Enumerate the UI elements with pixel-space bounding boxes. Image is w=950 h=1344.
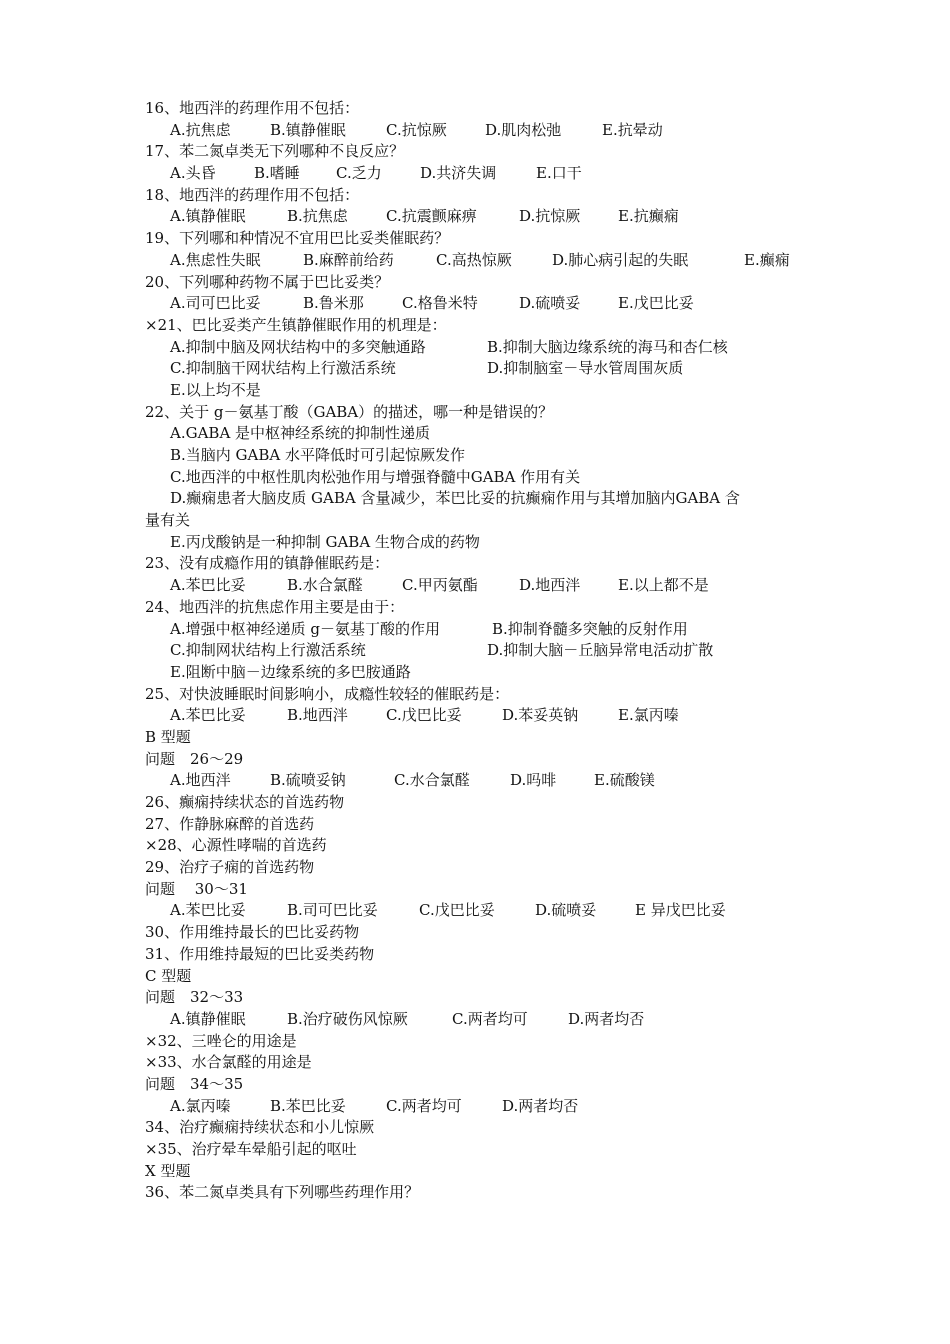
option-text: B.抑制大脑边缘系统的海马和杏仁核 bbox=[487, 337, 728, 356]
option-text: E.以上都不是 bbox=[618, 576, 709, 595]
option-text: C.两者均可 bbox=[386, 1096, 462, 1115]
option-text: E.硫酸镁 bbox=[594, 771, 655, 790]
exam-document bbox=[0, 98, 950, 1204]
option-text: E 异戊巴比妥 bbox=[635, 901, 726, 920]
options-row bbox=[0, 619, 950, 641]
option-text: D.肺心病引起的失眠 bbox=[552, 250, 689, 269]
options-row bbox=[0, 1096, 950, 1118]
option-text: C.乏力 bbox=[336, 164, 382, 183]
option-text: E.抗癫痫 bbox=[618, 207, 679, 226]
option-text: A.增强中枢神经递质 g－氨基丁酸的作用 bbox=[170, 619, 440, 638]
option-text: A.苯巴比妥 bbox=[170, 706, 246, 725]
options-row bbox=[0, 1009, 950, 1031]
option-text: A.抗焦虑 bbox=[170, 120, 231, 139]
question-line: 36、苯二氮卓类具有下列哪些药理作用？ bbox=[145, 1183, 420, 1202]
option-text: C.戊巴比妥 bbox=[419, 901, 495, 920]
option-text: B.鲁米那 bbox=[303, 294, 364, 313]
question-line: 23、没有成瘾作用的镇静催眠药是： bbox=[145, 554, 390, 573]
question-line: 22、关于 g－氨基丁酸（GABA）的描述，哪一种是错误的？ bbox=[145, 402, 554, 421]
question-line: C 型题 bbox=[145, 966, 192, 985]
options-row bbox=[0, 250, 950, 272]
question-line: 29、治疗子痫的首选药物 bbox=[145, 858, 315, 877]
question-line: 问题 34～35 bbox=[145, 1074, 244, 1093]
option-text: B.治疗破伤风惊厥 bbox=[287, 1009, 408, 1028]
option-text: B.地西泮 bbox=[287, 706, 348, 725]
option-text: B.水合氯醛 bbox=[287, 576, 363, 595]
question-line: ×35、治疗晕车晕船引起的呕吐 bbox=[145, 1140, 357, 1158]
option-text: C.抗震颤麻痹 bbox=[386, 207, 477, 226]
options-row bbox=[0, 206, 950, 228]
text-line: B.当脑内 GABA 水平降低时可引起惊厥发作 bbox=[170, 446, 465, 464]
options-row bbox=[0, 358, 950, 380]
question-line: 34、治疗癫痫持续状态和小儿惊厥 bbox=[145, 1118, 375, 1137]
option-text: B.嗜睡 bbox=[254, 164, 300, 183]
question-line: 问题 30～31 bbox=[145, 879, 248, 898]
options-row bbox=[0, 337, 950, 359]
question-line: 问题 26～29 bbox=[145, 749, 244, 768]
option-text: D.共济失调 bbox=[420, 164, 497, 183]
option-text: D.苯妥英钠 bbox=[502, 706, 579, 725]
option-text: C.抑制脑干网状结构上行激活系统 bbox=[170, 359, 396, 378]
option-text: D.硫喷妥 bbox=[535, 901, 597, 920]
option-text: D.抑制大脑－丘脑异常电活动扩散 bbox=[487, 641, 714, 660]
option-text: B.镇静催眠 bbox=[270, 120, 346, 139]
option-text: C.甲丙氨酯 bbox=[402, 576, 478, 595]
option-text: E.氯丙嗪 bbox=[618, 706, 679, 725]
option-text: D.两者均否 bbox=[568, 1009, 645, 1028]
option-text: D.硫喷妥 bbox=[519, 294, 581, 313]
options-row bbox=[0, 705, 950, 727]
option-text: C.高热惊厥 bbox=[436, 250, 512, 269]
options-row bbox=[0, 900, 950, 922]
option-text: C.抗惊厥 bbox=[386, 120, 447, 139]
question-line: 19、下列哪和种情况不宜用巴比妥类催眠药？ bbox=[145, 229, 450, 248]
option-text: A.焦虑性失眠 bbox=[170, 250, 261, 269]
options-row bbox=[0, 120, 950, 142]
option-text: A.头昏 bbox=[170, 164, 216, 183]
question-line: 26、癫痫持续状态的首选药物 bbox=[145, 793, 345, 811]
question-line: 16、地西泮的药理作用不包括： bbox=[145, 99, 360, 117]
option-text: D.地西泮 bbox=[519, 576, 581, 595]
option-text: A.地西泮 bbox=[170, 771, 231, 790]
options-row bbox=[0, 293, 950, 315]
options-row bbox=[0, 770, 950, 792]
option-text: D.两者均否 bbox=[502, 1096, 579, 1115]
option-text: B.麻醉前给药 bbox=[303, 250, 394, 269]
question-line: 18、地西泮的药理作用不包括： bbox=[145, 185, 360, 204]
option-text: D.肌肉松弛 bbox=[485, 120, 562, 139]
question-line: 31、作用维持最短的巴比妥类药物 bbox=[145, 944, 375, 963]
option-text: E.抗晕动 bbox=[602, 120, 663, 139]
option-text: C.戊巴比妥 bbox=[386, 706, 462, 725]
option-text: B.硫喷妥钠 bbox=[270, 771, 346, 790]
option-text: A.司可巴比妥 bbox=[170, 294, 261, 313]
option-text: B.苯巴比妥 bbox=[270, 1096, 346, 1115]
option-text: B.抑制脊髓多突触的反射作用 bbox=[492, 619, 688, 638]
option-text: D.吗啡 bbox=[510, 771, 557, 790]
question-line: 25、对快波睡眠时间影响小，成瘾性较轻的催眠药是： bbox=[145, 684, 510, 703]
option-text: B.抗焦虑 bbox=[287, 207, 348, 226]
question-line: 问题 32～33 bbox=[145, 988, 244, 1007]
options-row bbox=[0, 575, 950, 597]
question-line: X 型题 bbox=[145, 1161, 191, 1180]
option-text: A.镇静催眠 bbox=[170, 1009, 246, 1028]
option-text: C.格鲁米特 bbox=[402, 294, 478, 313]
text-line: D.癫痫患者大脑皮质 GABA 含量减少，苯巴比妥的抗癫痫作用与其增加脑内GABA 含 bbox=[170, 489, 740, 508]
option-text: D.抑制脑室－导水管周围灰质 bbox=[487, 359, 684, 378]
question-line: 24、地西泮的抗焦虑作用主要是由于： bbox=[145, 597, 405, 616]
question-line: ×28、心源性哮喘的首选药 bbox=[145, 836, 327, 855]
option-text: E.戊巴比妥 bbox=[618, 294, 694, 313]
options-row bbox=[0, 640, 950, 662]
option-text: C.水合氯醛 bbox=[394, 771, 470, 790]
question-line: ×33、水合氯醛的用途是 bbox=[145, 1053, 312, 1072]
question-line: ×32、三唑仑的用途是 bbox=[145, 1031, 297, 1050]
question-line: ×21、巴比妥类产生镇静催眠作用的机理是： bbox=[145, 315, 447, 334]
option-text: C.抑制网状结构上行激活系统 bbox=[170, 641, 366, 660]
text-line: A.GABA 是中枢神经系统的抑制性递质 bbox=[170, 424, 431, 443]
option-text: A.抑制中脑及网状结构中的多突触通路 bbox=[170, 337, 426, 356]
option-text: C.两者均可 bbox=[452, 1009, 528, 1028]
question-line: 30、作用维持最长的巴比妥药物 bbox=[145, 923, 360, 942]
option-text: D.抗惊厥 bbox=[519, 207, 581, 226]
text-line: E.丙戊酸钠是一种抑制 GABA 生物合成的药物 bbox=[170, 532, 480, 551]
question-line: 17、苯二氮卓类无下列哪种不良反应？ bbox=[145, 142, 405, 161]
option-text: A.苯巴比妥 bbox=[170, 901, 246, 920]
option-text: A.氯丙嗪 bbox=[170, 1096, 231, 1115]
options-row bbox=[0, 163, 950, 185]
option-text: E.癫痫 bbox=[744, 250, 790, 269]
question-line: 27、作静脉麻醉的首选药 bbox=[145, 814, 315, 833]
text-line: 量有关 bbox=[145, 511, 191, 530]
question-line: 20、下列哪种药物不属于巴比妥类？ bbox=[145, 272, 390, 291]
question-line: B 型题 bbox=[145, 727, 191, 746]
option-text: B.司可巴比妥 bbox=[287, 901, 378, 920]
option-text: E.口干 bbox=[536, 164, 582, 183]
text-line: E.阻断中脑－边缘系统的多巴胺通路 bbox=[170, 662, 411, 681]
option-text: A.镇静催眠 bbox=[170, 207, 246, 226]
text-line: C.地西泮的中枢性肌肉松弛作用与增强脊髓中GABA 作用有关 bbox=[170, 467, 581, 486]
option-text: A.苯巴比妥 bbox=[170, 576, 246, 595]
text-line: E.以上均不是 bbox=[170, 380, 261, 399]
